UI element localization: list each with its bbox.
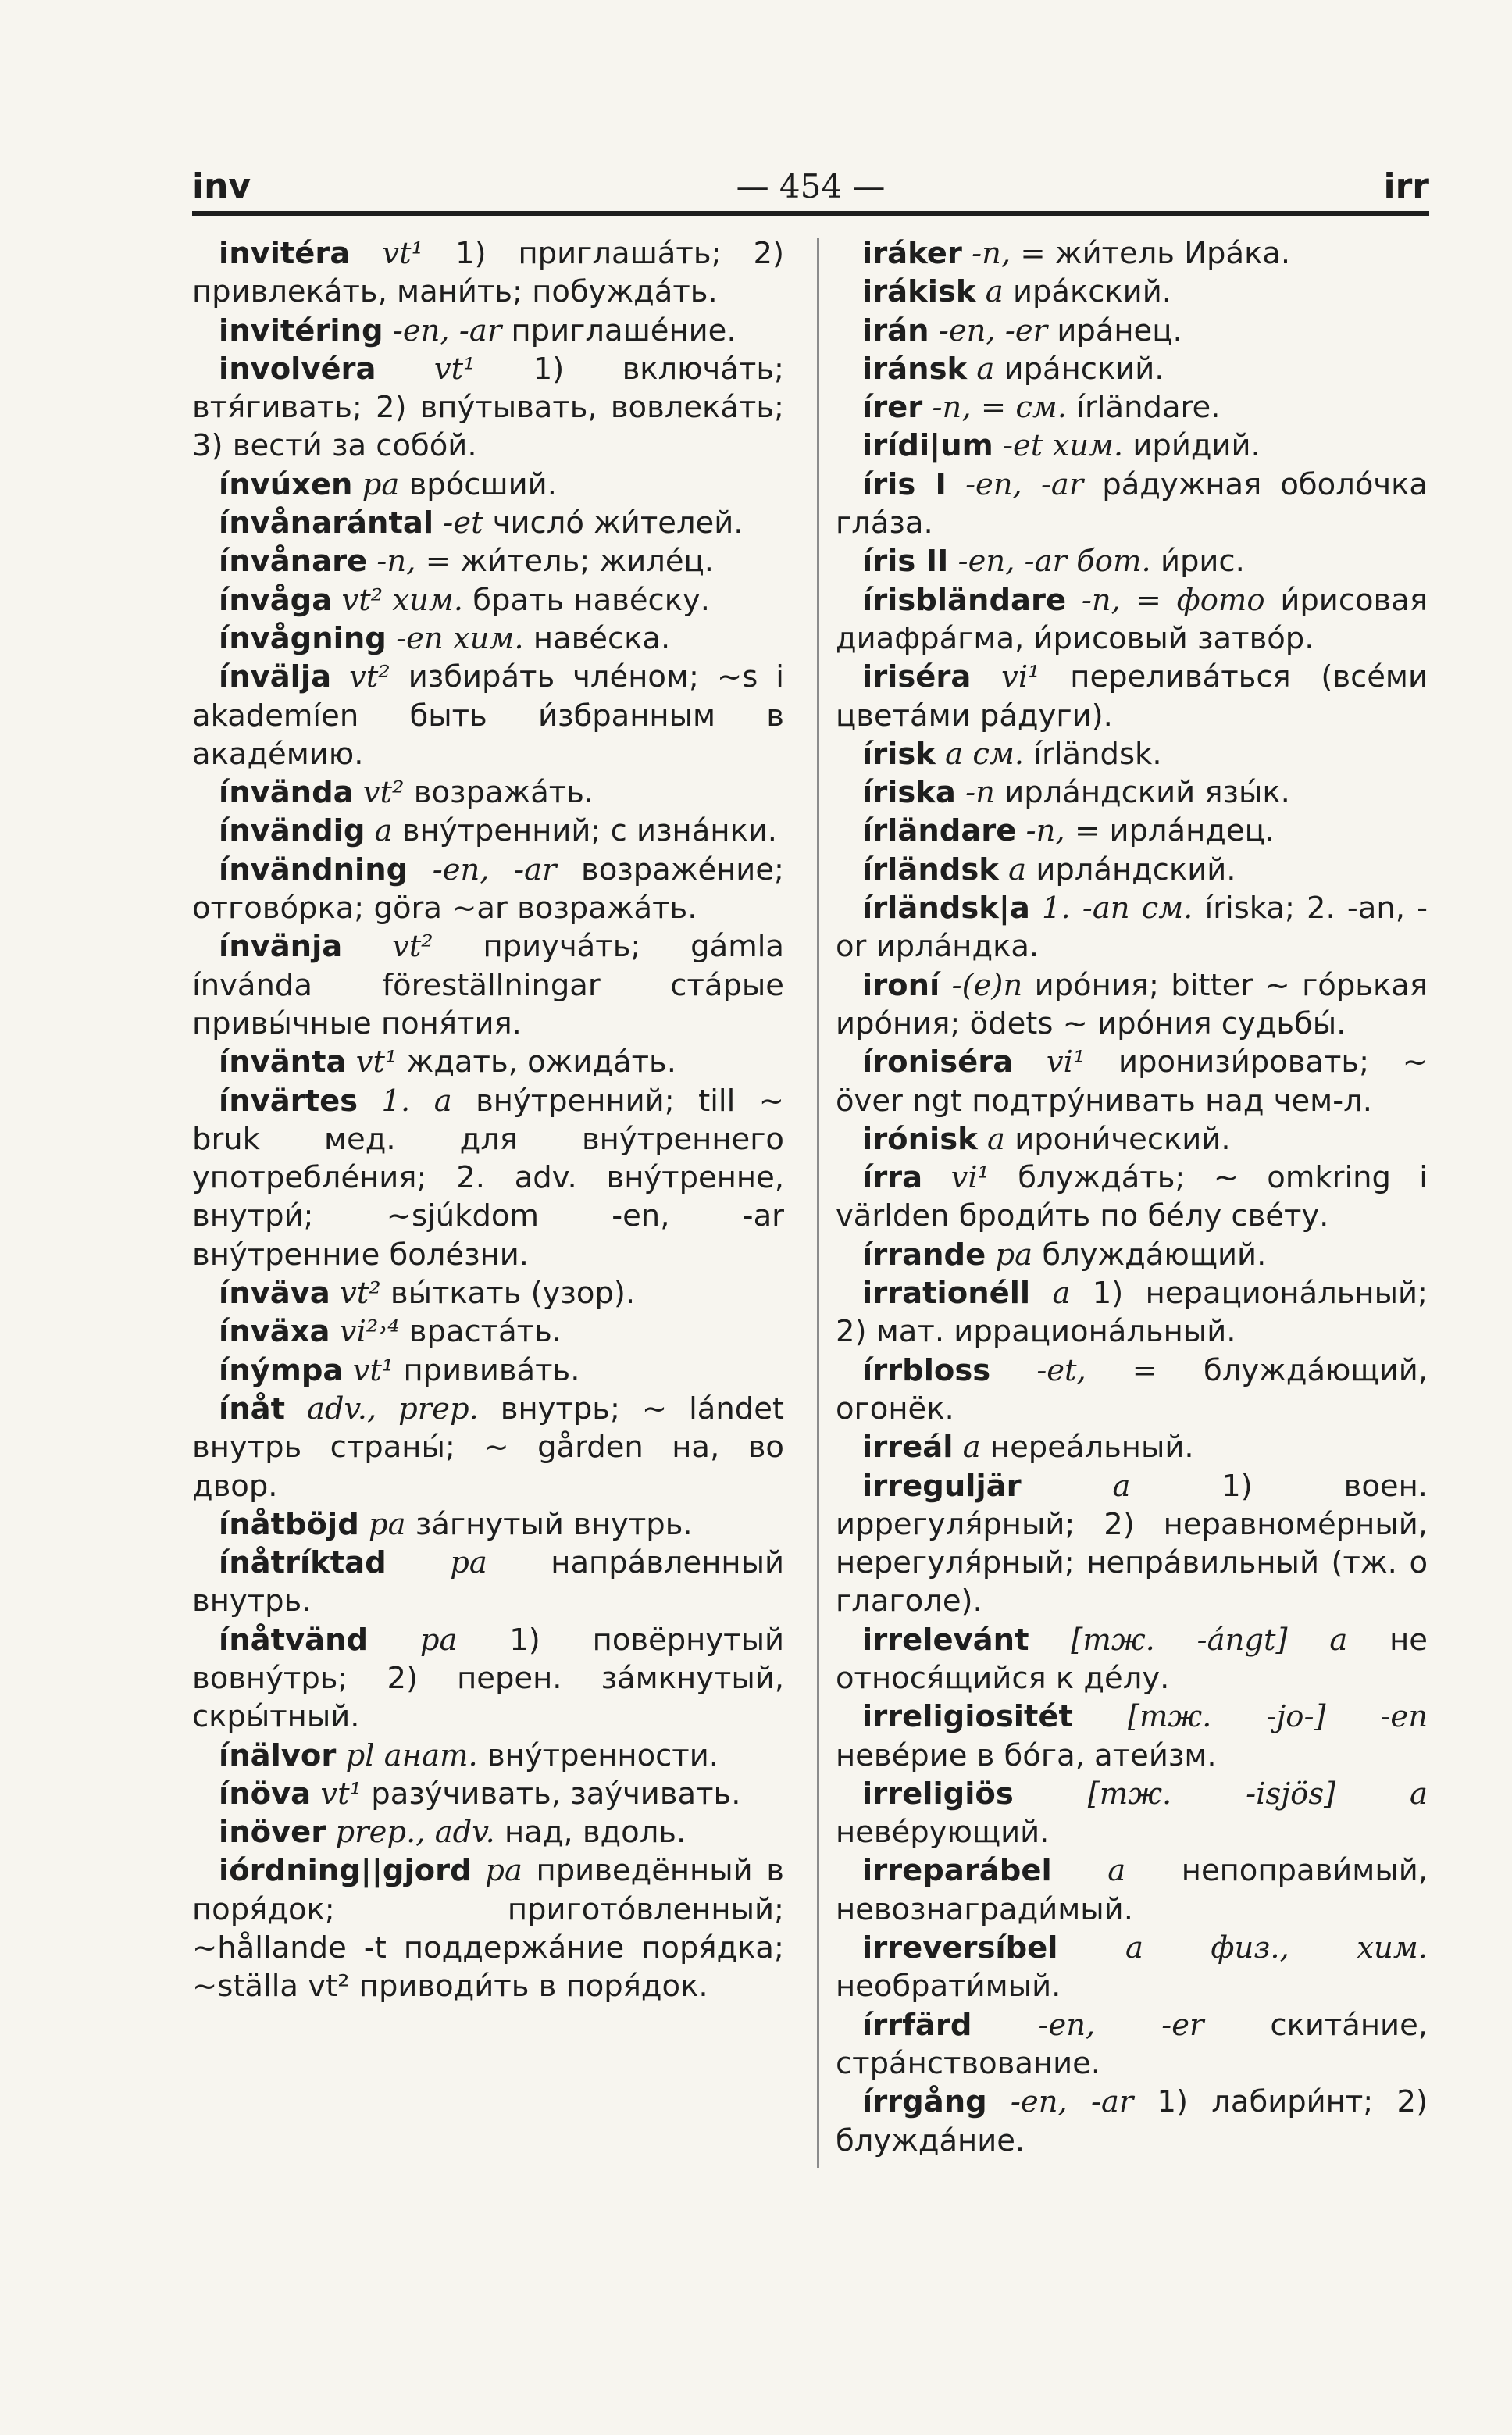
entry-grammar: vi²˒⁴: [339, 1314, 400, 1350]
entry-grammar: vt²: [340, 1276, 381, 1312]
entry-headword: irídi|um: [862, 428, 993, 464]
entry-headword: iráker: [862, 236, 962, 271]
entry-grammar: [тж. -isjös] a: [1087, 1776, 1428, 1812]
dictionary-entry: [836, 273, 1428, 311]
dictionary-entry: [836, 1120, 1428, 1159]
right-column: [836, 234, 1428, 2160]
column-divider: [817, 238, 819, 2168]
dictionary-entry: [192, 851, 784, 928]
entry-headword: iránsk: [862, 351, 968, 387]
entry-translation: приглаше́ние.: [501, 312, 736, 348]
dictionary-entry: [836, 773, 1428, 812]
entry-grammar: a: [374, 813, 393, 849]
dictionary-entry: [192, 1390, 784, 1505]
entry-translation: íriska; 2. -an, -or ирла́ндка.: [836, 891, 1428, 965]
entry-grammar: a: [1008, 852, 1027, 887]
dictionary-entry: [192, 1082, 784, 1274]
entry-translation: перелива́ться (все́ми цвета́ми ра́дуги).: [836, 659, 1428, 734]
entry-headword: irrationéll: [862, 1276, 1031, 1312]
entry-translation: ира́кский.: [1003, 274, 1171, 310]
dictionary-entry: [836, 658, 1428, 735]
entry-headword: irreligiositét: [862, 1699, 1073, 1735]
entry-headword: írrfärd: [862, 2007, 972, 2043]
entry-translation: 1) нерациона́льный; 2) мат. иррациона́льный.: [836, 1276, 1428, 1350]
entry-translation: неве́рующий.: [836, 1815, 1050, 1851]
entry-translation: число́ жи́телей.: [483, 505, 744, 541]
entry-translation: приуча́ть; gámla ínvánda föreställningar ста́рые привы́чные поня́тия.: [192, 929, 784, 1041]
header-left-word: inv: [192, 166, 251, 206]
dictionary-entry: [836, 542, 1428, 580]
dictionary-entry: [836, 851, 1428, 889]
entry-translation: избира́ть чле́ном; ~s i akademíen быть и́збранным в акаде́мию.: [192, 659, 784, 772]
entry-grammar: a: [1052, 1276, 1071, 1312]
entry-grammar: pa: [485, 1853, 522, 1889]
entry-headword: ínvågning: [219, 620, 387, 656]
entry-translation: за́гнутый внутрь.: [405, 1506, 693, 1542]
entry-headword: ínvånare: [219, 544, 368, 580]
entry-headword: ínvärtes: [219, 1083, 358, 1119]
entry-grammar: pa: [995, 1237, 1033, 1273]
entry-translation: ирла́ндец.: [1100, 813, 1275, 849]
entry-translation: наве́ска.: [523, 620, 671, 656]
dictionary-entry: [192, 812, 784, 850]
entry-headword: irákisk: [862, 274, 976, 310]
dictionary-entry: [836, 1467, 1428, 1621]
entry-translation: жи́тель; жиле́ц.: [450, 544, 714, 580]
entry-translation: вну́тренний; till ~ bruk мед. для вну́треннего употребле́ния; 2. adv. вну́тренне, внутри́; ~sjúkdom -en, -ar вну́тренние боле́зни.: [192, 1083, 784, 1273]
entry-grammar: -n, =: [1025, 813, 1100, 849]
page-number: — 454 —: [736, 167, 886, 205]
entry-translation: írländare.: [1067, 390, 1221, 426]
entry-translation: привива́ть.: [394, 1352, 580, 1388]
entry-grammar: vt²: [392, 929, 433, 965]
dictionary-entry: [836, 388, 1428, 427]
entry-grammar: -et, =: [1036, 1352, 1157, 1388]
entry-headword: íroniséra: [862, 1044, 1014, 1080]
entry-grammar: vi¹: [1001, 659, 1040, 695]
entry-translation: не относя́щийся к де́лу.: [836, 1622, 1428, 1696]
entry-headword: írisk: [862, 736, 936, 772]
entry-headword: íriska: [862, 775, 956, 811]
entry-grammar: -en, -ar: [1010, 2084, 1134, 2120]
entry-translation: неве́рие в бо́га, атеи́зм.: [836, 1737, 1217, 1773]
entry-headword: ironí: [862, 967, 940, 1003]
entry-translation: írländsk.: [1024, 736, 1162, 772]
entry-translation: вро́сший.: [399, 466, 557, 502]
entry-translation: блужда́ющий.: [1032, 1237, 1267, 1273]
dictionary-entry: [192, 466, 784, 504]
entry-headword: ínväva: [219, 1276, 330, 1312]
entry-grammar: pa: [369, 1506, 406, 1542]
dictionary-entry: [836, 889, 1428, 966]
dictionary-entry: [192, 1043, 784, 1081]
entry-grammar: pl анат.: [345, 1737, 478, 1773]
entry-translation: и́рисовая диафра́гма, и́рисовый затво́р.: [836, 582, 1428, 656]
entry-headword: ínvånarántal: [219, 505, 434, 541]
entry-headword: írrbloss: [862, 1352, 991, 1388]
dictionary-entry: [836, 1775, 1428, 1852]
entry-translation: ирла́ндский.: [1026, 852, 1236, 887]
entry-translation: и́рис.: [1150, 544, 1245, 580]
entry-grammar: 1. a: [381, 1083, 452, 1119]
entry-translation: брать наве́ску.: [463, 582, 710, 618]
dictionary-entry: [836, 1621, 1428, 1698]
dictionary-entry: [836, 312, 1428, 350]
dictionary-entry: [836, 350, 1428, 388]
dictionary-entry: [192, 312, 784, 350]
entry-translation: приведённый в поря́док; пригото́вленный; ~hållande -t поддержа́ние поря́дка; ~ställa vt² приводи́ть в поря́док.: [192, 1853, 784, 2005]
dictionary-entry: [192, 504, 784, 542]
entry-translation: внутрь; ~ lándet внутрь страны́; ~ gården на, во двор.: [192, 1391, 784, 1504]
entry-grammar: pa: [362, 466, 400, 502]
entry-headword: iriséra: [862, 659, 972, 695]
entry-grammar: a см.: [945, 736, 1025, 772]
dictionary-entry: [836, 1043, 1428, 1120]
entry-headword: irreguljär: [862, 1468, 1022, 1504]
entry-translation: 1) включа́ть; втя́гивать; 2) впу́тывать, вовлека́ть; 3) вести́ за собо́й.: [192, 351, 784, 464]
entry-headword: írländsk: [862, 852, 999, 887]
dictionary-entry: [192, 1312, 784, 1351]
dictionary-entry: [836, 581, 1428, 659]
dictionary-entry: [836, 735, 1428, 773]
entry-grammar: -n, = см.: [932, 390, 1068, 426]
dictionary-entry: [192, 581, 784, 619]
dictionary-entry: [836, 2006, 1428, 2083]
dictionary-entry: [192, 1505, 784, 1544]
dictionary-entry: [192, 927, 784, 1043]
entry-grammar: -et хим.: [1002, 428, 1124, 464]
entry-translation: иронизи́ровать; ~ över ngt подтру́нивать над чем-л.: [836, 1044, 1428, 1119]
entry-translation: 1) воен. иррегуля́рный; 2) неравноме́рный, нерегуля́рный; непра́вильный (тж. о глаголе).: [836, 1468, 1428, 1619]
entry-headword: ínýmpa: [219, 1352, 344, 1388]
entry-headword: írer: [862, 390, 923, 426]
dictionary-entry: [192, 658, 784, 773]
entry-translation: необрати́мый.: [836, 1969, 1061, 2005]
dictionary-entry: [836, 1274, 1428, 1351]
dictionary-entry: [836, 1929, 1428, 2006]
entry-grammar: vt¹: [355, 1044, 398, 1080]
entry-headword: írländsk|a: [862, 891, 1030, 927]
entry-headword: ínvända: [219, 775, 354, 811]
entry-grammar: prep., adv.: [335, 1815, 495, 1851]
left-column: [192, 234, 784, 2006]
entry-grammar: -n, =: [972, 236, 1046, 271]
entry-headword: ínvúxen: [219, 466, 353, 502]
entry-grammar: a: [976, 351, 995, 387]
entry-translation: вы́ткать (узор).: [380, 1276, 636, 1312]
entry-translation: ирони́ческий.: [1004, 1121, 1231, 1157]
entry-headword: ínväxa: [219, 1314, 330, 1350]
entry-grammar: -n: [965, 775, 995, 811]
dictionary-entry: [836, 1428, 1428, 1466]
entry-translation: возраже́ние; отгово́рка; göra ~ar возража́ть.: [192, 852, 784, 927]
entry-grammar: -et: [443, 505, 483, 541]
entry-translation: 1) повёрнутый вовну́трь; 2) перен. за́мкнутый, скры́тный.: [192, 1622, 784, 1735]
entry-headword: ínvändig: [219, 813, 366, 849]
entry-grammar: a физ., хим.: [1125, 1930, 1428, 1966]
entry-headword: invitéring: [219, 312, 383, 348]
entry-grammar: vt¹: [382, 236, 424, 271]
entry-headword: ínvänja: [219, 929, 343, 965]
entry-translation: ждать, ожида́ть.: [397, 1044, 676, 1080]
page-header: [192, 166, 1429, 208]
dictionary-entry: [192, 1351, 784, 1390]
header-rule: [192, 211, 1429, 216]
entry-headword: írrande: [862, 1237, 986, 1273]
dictionary-entry: [192, 1775, 784, 1813]
entry-grammar: [тж. -jo-] -en: [1127, 1699, 1428, 1735]
entry-translation: вну́тренний; с изна́нки.: [392, 813, 778, 849]
entry-grammar: -en, -ar: [965, 466, 1084, 502]
entry-grammar: -n, =: [376, 544, 451, 580]
entry-grammar: -(e)n: [951, 967, 1023, 1003]
entry-grammar: -en, -ar: [432, 852, 557, 887]
dictionary-entry: [836, 812, 1428, 850]
entry-translation: 1) приглаша́ть; 2) привлека́ть, мани́ть; побужда́ть.: [192, 236, 784, 310]
entry-headword: irán: [862, 312, 929, 348]
entry-headword: irreál: [862, 1430, 954, 1466]
dictionary-entry: [192, 1544, 784, 1621]
header-right-word: irr: [1383, 166, 1429, 206]
entry-grammar: [тж. -ángt] a: [1071, 1622, 1348, 1658]
entry-translation: 1) лабири́нт; 2) блужда́ние.: [836, 2084, 1428, 2158]
entry-headword: íris II: [862, 544, 949, 580]
entry-grammar: 1. -an см.: [1042, 891, 1193, 927]
entry-grammar: vt¹: [433, 351, 476, 387]
dictionary-entry: [836, 466, 1428, 543]
entry-headword: ínåtríktad: [219, 1545, 387, 1581]
entry-headword: írisbländare: [862, 582, 1067, 618]
entry-headword: írra: [862, 1160, 923, 1196]
entry-translation: непоправи́мый, невознагради́мый.: [836, 1853, 1428, 1927]
dictionary-entry: [836, 1236, 1428, 1274]
entry-headword: ínvänta: [219, 1044, 347, 1080]
entry-headword: invitéra: [219, 236, 351, 271]
dictionary-entry: [836, 427, 1428, 465]
entry-translation: враста́ть.: [399, 1314, 562, 1350]
dictionary-entry: [836, 1351, 1428, 1429]
entry-grammar: vt²: [349, 659, 390, 695]
entry-grammar: vi¹: [950, 1160, 990, 1196]
entry-headword: irreparábel: [862, 1853, 1052, 1889]
entry-headword: inöver: [219, 1815, 326, 1851]
entry-translation: иро́ния; bitter ~ го́рькая иро́ния; ödets ~ иро́ния судьбы́.: [836, 967, 1428, 1041]
entry-headword: irónisk: [862, 1121, 978, 1157]
entry-grammar: -en, -er: [1038, 2007, 1204, 2043]
entry-headword: ínälvor: [219, 1737, 337, 1773]
entry-headword: írrgång: [862, 2084, 987, 2120]
dictionary-entry: [192, 350, 784, 466]
dictionary-entry: [192, 1274, 784, 1312]
entry-grammar: -en, -ar: [392, 312, 502, 348]
entry-translation: блужда́ющий, огонёк.: [836, 1352, 1428, 1426]
entry-headword: ínåt: [219, 1391, 285, 1426]
entry-translation: нереа́льный.: [980, 1430, 1194, 1466]
dictionary-entry: [836, 1698, 1428, 1775]
entry-headword: íris I: [862, 466, 947, 502]
entry-translation: возража́ть.: [404, 775, 594, 811]
entry-headword: iórdning||gjord: [219, 1853, 472, 1889]
entry-translation: напра́вленный внутрь.: [192, 1545, 784, 1619]
entry-grammar: vt¹: [352, 1352, 394, 1388]
entry-translation: ири́дий.: [1123, 428, 1261, 464]
entry-grammar: -en хим.: [396, 620, 524, 656]
entry-headword: irrelevánt: [862, 1622, 1029, 1658]
dictionary-entry: [192, 773, 784, 812]
entry-grammar: -en, -er: [938, 312, 1048, 348]
entry-grammar: adv., prep.: [306, 1391, 479, 1426]
entry-grammar: a: [985, 274, 1004, 310]
entry-grammar: vt²: [362, 775, 405, 811]
entry-grammar: vt¹: [320, 1776, 362, 1812]
dictionary-entry: [836, 1851, 1428, 1929]
entry-headword: irreligiös: [862, 1776, 1014, 1812]
dictionary-entry: [192, 1851, 784, 2005]
entry-headword: írländare: [862, 813, 1017, 849]
entry-translation: скита́ние, стра́нствование.: [836, 2007, 1428, 2081]
dictionary-entry: [192, 619, 784, 658]
dictionary-entry: [836, 1159, 1428, 1236]
entry-grammar: -n, = фото: [1081, 582, 1265, 618]
entry-translation: ирла́ндский язы́к.: [994, 775, 1290, 811]
entry-headword: ínvåga: [219, 582, 333, 618]
dictionary-entry: [192, 1621, 784, 1737]
entry-translation: ра́дужная оболо́чка гла́за.: [836, 466, 1428, 541]
entry-grammar: vi¹: [1046, 1044, 1086, 1080]
dictionary-entry: [836, 234, 1428, 273]
entry-headword: irreversíbel: [862, 1930, 1058, 1966]
entry-headword: ínöva: [219, 1776, 312, 1812]
dictionary-entry: [836, 966, 1428, 1044]
entry-headword: ínvälja: [219, 659, 332, 695]
entry-grammar: pa: [450, 1545, 487, 1581]
entry-translation: над, вдоль.: [494, 1815, 686, 1851]
entry-grammar: -en, -ar бот.: [957, 544, 1151, 580]
entry-grammar: pa: [419, 1622, 458, 1658]
dictionary-entry: [192, 234, 784, 312]
entry-translation: разу́чивать, зау́чивать.: [362, 1776, 741, 1812]
entry-grammar: a: [987, 1121, 1005, 1157]
dictionary-entry: [192, 542, 784, 580]
entry-grammar: a: [1107, 1853, 1126, 1889]
entry-translation: ира́нец.: [1047, 312, 1182, 348]
entry-grammar: a: [1112, 1468, 1131, 1504]
entry-headword: ínvändning: [219, 852, 408, 887]
entry-headword: ínåtvänd: [219, 1622, 369, 1658]
entry-translation: ира́нский.: [994, 351, 1164, 387]
entry-grammar: vt² хим.: [341, 582, 464, 618]
dictionary-entry: [192, 1737, 784, 1775]
entry-translation: блужда́ть; ~ omkring i världen броди́ть по бе́лу све́ту.: [836, 1160, 1428, 1234]
dictionary-entry: [192, 1813, 784, 1851]
entry-headword: involvéra: [219, 351, 376, 387]
entry-grammar: a: [962, 1430, 981, 1466]
entry-translation: жи́тель Ира́ка.: [1045, 236, 1291, 271]
entry-translation: вну́тренности.: [477, 1737, 719, 1773]
entry-headword: ínåtböjd: [219, 1506, 359, 1542]
dictionary-entry: [836, 2083, 1428, 2160]
